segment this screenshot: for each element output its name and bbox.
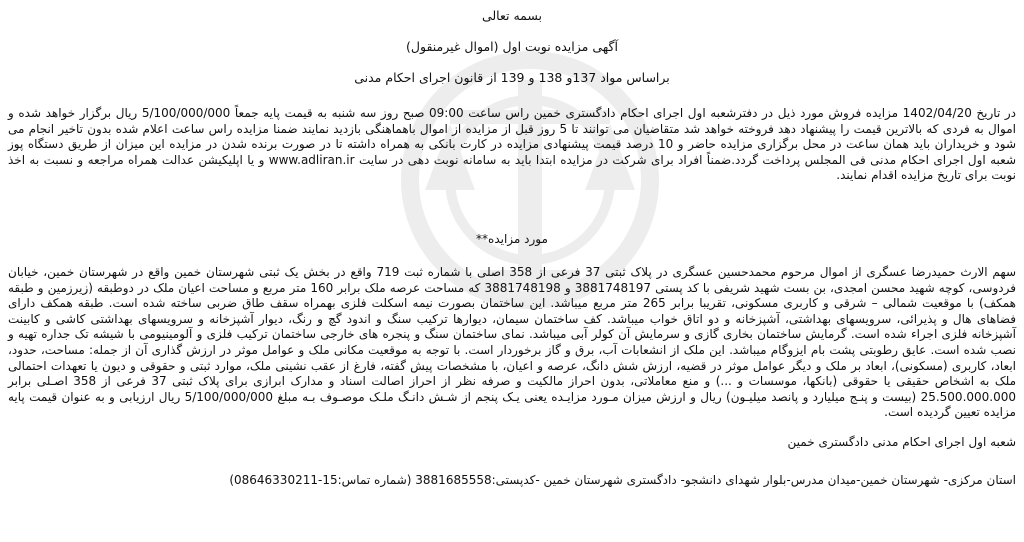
section-title: مورد مزایده** — [476, 231, 548, 246]
intro-paragraph: در تاریخ 1402/04/20 مزایده فروش مورد ذیل در دفترشعبه اول اجرای احکام دادگستری خمین راس ساعت 09:00 صبح روز سه شنبه به قیمت پایه جمعاً 5/100/000/000 ریال برگزار خواهد شده و اموال به فردی که بالاترین قیمت را پیشنهاد دهد فروخته خواهد شد متقاضیان می توانند تا 5 روز قبل از مزایده از اموال باهماهنگی بازدید نمایند ضمنا مزایده راس ساعت اعلام شده بدون تاخیر انجام می شود و خریداران باید همان ساعت در محل برگزاری مزایده حاضر و 10 درصد قیمت پیشنهادی مزایده در کارت بانکی به همراه داشته تا در صورت برنده شدن در مزایده این میزان از طریق دستگاه پوز شعبه اول اجرای احکام مدنی فی المجلس پرداخت گردد.ضمناً افراد برای شرکت در مزایده ابتدا باید به سامانه نوبت دهی در سایت www.adliran.ir و یا اپلیکیشن عدالت همراه مراجعه و نسبت به اخذ نوبت برای تاریخ مزایده اقدام نمایند. — [8, 106, 1017, 183]
detail-paragraph: سهم الارث حمیدرضا عسگری از اموال مرحوم محمدحسین عسگری در پلاک ثبتی 37 فرعی از 358 اصلی با شماره ثبت 719 واقع در بخش یک ثبتی شهرستان خمین واقع در شهرستان خمین، خیابان فردوسی، کوچه شهید محسن امجدی، بن بست شهید شریفی با کد پستی 3881748197 و 3881748198 که مساحت عرصه ملک برابر 160 متر مربع و مساحت اعیان ملک در دوطبقه (زیرزمین و طبقه همکف) با موقعیت شمالی – شرقی و کاربری مسکونی، تقریبا برابر 265 متر مربع میباشد. این ساختمان بصورت نیمه اسکلت فلزی بهمراه سقف طاق ضربی ساخته شده است. طبقه همکف دارای فضاهای هال و پذیرائی، سرویسهای بهداشتی، آشپزخانه و دو اتاق خواب میباشد. کف ساختمان سیمان، دیوارها ترکیب سنگ و اندود گچ و رنگ، دیوار آشپزخانه و سرویسهای بهداشتی کاشی و کابینت آشپزخانه فلزی اجراء شده است. گرمایش ساختمان بخاری گازی و سرمایش آن کولر آبی میباشد. نمای ساختمان سنگ و پنجره های خارجی ساختمان ترکیب فلزی و آلومینیومی با شیشه تک جداره تهیه و نصب شده است. عایق رطوبتی پشت بام ایزوگام میباشد. این ملک از انشعابات آب، برق و گاز برخوردار است. با توجه به موقعیت مکانی ملک و عوامل موثر در ارزش گذاری آن از جمله: مساحت، حدود، ابعاد، کاربری (مسکونی)، ابعاد بر ملک و دیگر عوامل موثر در قضیه، ارزش شش دانگ، عرصه و اعیان، با مشخصات پیش گفته، فارغ از عقب نشینی ملک، موارد ثبتی و حقوقی و دیون یا تعهدات احتمالی ملک به اشخاص حقیقی یا حقوقی (بانکها، موسسات و ...) و منع معاملاتی، بدون احراز مالکیت و صرفه نظر از احراز اصالت اسناد و مدارک ابرازی برای پلاک ثبتی 37 فرعی از 358 اصـلی برابر 25.500.000.000 (بیست و پنـج میلیارد و پانصد میلیـون) ریال و ارزش میزان مـورد مزایـده یعنی یـک پنجم از شـش دانـگ ملـک موصـوف بـه مبلغ 5/100/000/000 ریال ارزیابی و به عنوان قیمت پایه مزایده تعیین گردیده است. — [8, 264, 1017, 420]
signature-line: شعبه اول اجرای احکام مدنی دادگستری خمین — [787, 434, 1016, 449]
address-line: استان مرکزی- شهرستان خمین-میدان مدرس-بلوار شهدای دانشجو- دادگستری شهرستان خمین -کدپستی:3881685558 (شماره تماس:15-08646330211) — [229, 472, 1016, 487]
document-body — [8, 4, 1016, 488]
bismillah-heading: بسمه تعالی — [481, 8, 543, 23]
page-title: آگهی مزایده نوبت اول (اموال غیرمنقول) — [406, 39, 618, 54]
page-subtitle: براساس مواد 137و 138 و 139 از قانون اجرای احکام مدنی — [354, 70, 670, 85]
